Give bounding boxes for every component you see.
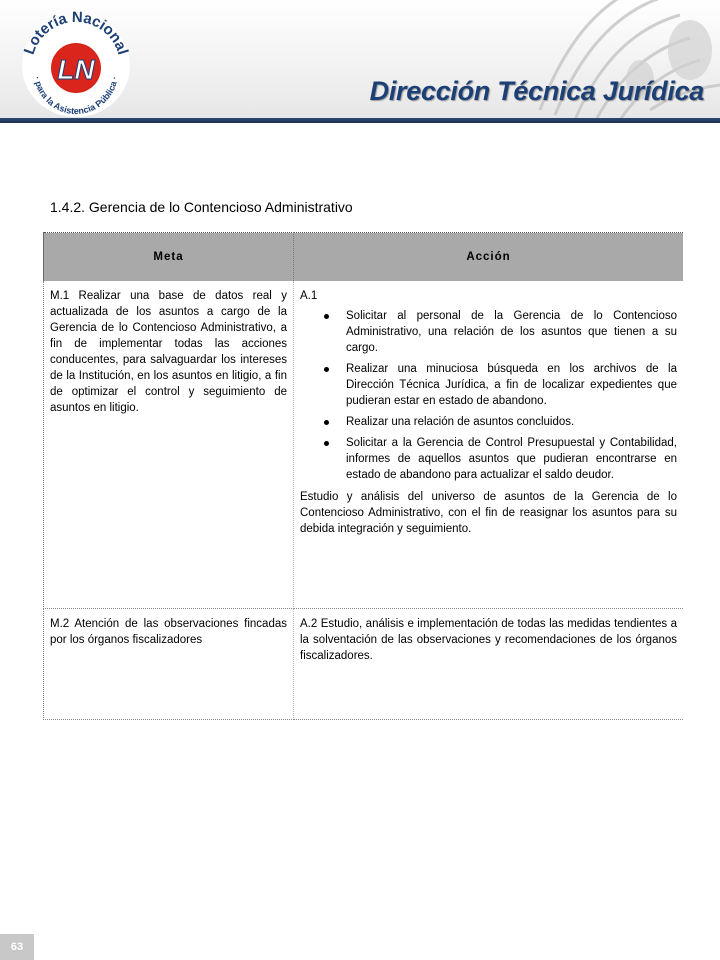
- meta-cell: M.1 Realizar una base de datos real y actualizada de los asuntos a cargo de la Gerencia de lo Contencioso Administrativo, a fin de implementar todas las acciones conducentes, para salvaguardar los intereses de la Institución, en los asuntos en litigio, a fin de optimizar el control y seguimiento de asuntos en litigio.: [44, 281, 294, 609]
- page-number: 63: [0, 934, 34, 960]
- table-row: [44, 609, 684, 720]
- logo-arc-top-text: Lotería Nacional: [20, 10, 132, 57]
- list-item: Realizar una relación de asuntos concluidos.: [322, 414, 677, 430]
- department-title: Dirección Técnica Jurídica: [369, 76, 704, 106]
- action-summary: Estudio y análisis del universo de asuntos de la Gerencia de lo Contencioso Administrativo, con el fin de reasignar los asuntos para su debida integración y seguimiento.: [300, 491, 677, 535]
- action-label: A.1: [300, 290, 318, 302]
- action-list: [300, 308, 677, 483]
- goals-actions-table: [43, 232, 683, 720]
- list-item: Realizar una minuciosa búsqueda en los archivos de la Dirección Técnica Jurídica, a fin de localizar expedientes que pudieran estar en estado de abandono.: [322, 361, 677, 409]
- column-header-accion: Acción: [294, 233, 684, 282]
- accion-cell: [294, 281, 684, 609]
- section-title: 1.4.2. Gerencia de lo Contencioso Administrativo: [50, 199, 353, 215]
- table-header-row: [44, 233, 684, 282]
- page-header: [0, 0, 720, 120]
- meta-cell: M.2 Atención de las observaciones fincadas por los órganos fiscalizadores: [44, 609, 294, 720]
- logo-monogram: LN: [57, 54, 95, 85]
- accion-cell: A.2 Estudio, análisis e implementación de todas las medidas tendientes a la solventación de las observaciones y recomendaciones de los órganos fiscalizadores.: [294, 609, 684, 720]
- logo-arc-bottom-text: · para la Asistencia Pública ·: [32, 75, 120, 117]
- list-item: Solicitar a la Gerencia de Control Presupuestal y Contabilidad, informes de aquellos asuntos que pudieran encontrarse en estado de abandono para actualizar el saldo deudor.: [322, 435, 677, 483]
- list-item: Solicitar al personal de la Gerencia de lo Contencioso Administrativo, una relación de los asuntos que tienen a su cargo.: [322, 308, 677, 356]
- header-divider: [0, 118, 720, 123]
- table-row: [44, 281, 684, 609]
- loteria-nacional-logo: [20, 10, 132, 118]
- column-header-meta: Meta: [44, 233, 294, 282]
